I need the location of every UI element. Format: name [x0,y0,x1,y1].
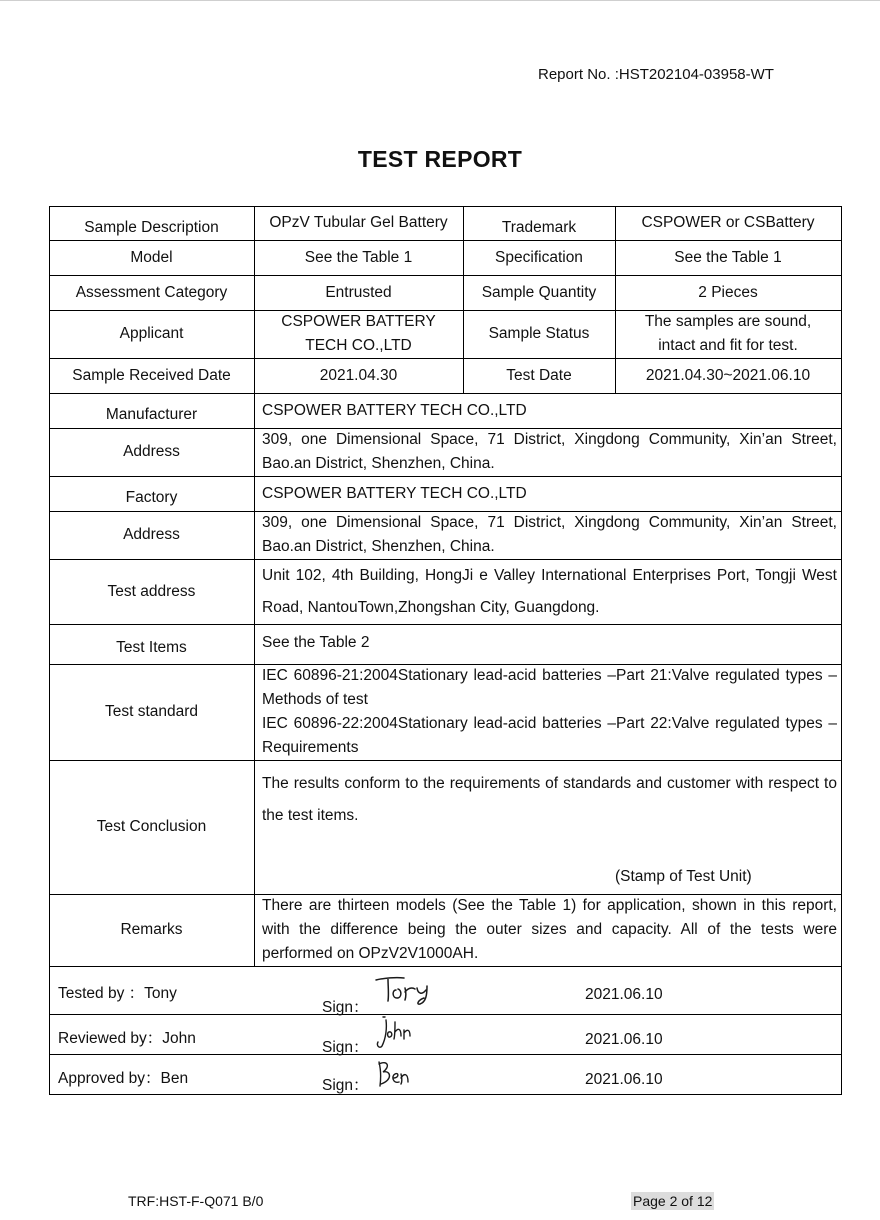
label-test-items: Test Items [116,639,187,656]
label-factory: Factory [125,488,178,506]
value-applicant [254,310,463,358]
label-test-conclusion: Test Conclusion [96,818,207,835]
tested-date: 2021.06.10 [585,986,663,1003]
approved-by: Approved by：Ben [58,1070,189,1087]
label-test-address: Test address [107,582,196,600]
test-standard-line-1: IEC 60896-21:2004Stationary lead-acid batteries –Part 21:Valve regulated types – Methods of test [262,667,837,708]
value-test-date: 2021.04.30~2021.06.10 [645,366,811,384]
tested-signature [374,970,438,1011]
value-specification: See the Table 1 [674,248,782,266]
factory-address-text: 309, one Dimensional Space, 71 District, Xingdong Community, Xin’an Street, Bao.an District, Shenzhen, China. [262,514,837,555]
value-manufacturer-address [254,428,841,476]
value-sample-quantity: 2 Pieces [698,283,758,301]
label-sample-description: Sample Description [84,218,219,236]
report-number: Report No. :HST202104-03958-WT [538,66,774,83]
tested-by: Tested by ：Tony [58,985,177,1002]
value-trademark: CSPOWER or CSBattery [641,214,815,231]
test-conclusion-text: The results conform to the requirements of standards and customer with respect to the test items. [262,775,837,824]
value-test-conclusion [262,768,837,832]
label-manufacturer-address: Address [123,443,180,460]
label-specification: Specification [495,248,583,266]
remarks-text: There are thirteen models (See the Table 1) for application, shown in this report, with the difference being the outer sizes and capacity. All of the tests were performed on OPzV2V1000AH. [262,897,837,962]
label-sample-status: Sample Status [488,325,590,342]
value-assessment-category: Entrusted [325,283,392,301]
value-test-address [254,559,841,624]
tested-sign-label: Sign： [322,999,369,1016]
stamp-caption: (Stamp of Test Unit) [615,868,752,885]
page-title: TEST REPORT [357,146,523,172]
label-sample-quantity: Sample Quantity [481,283,597,301]
applicant-line-2: TECH CO.,LTD [305,337,412,354]
reviewed-signature [374,1014,422,1055]
reviewed-date: 2021.06.10 [585,1031,663,1048]
report-table [49,206,841,1094]
approved-signature [375,1058,419,1095]
value-test-standard [254,664,841,760]
sample-status-line-2: intact and fit for test. [658,337,798,354]
value-manufacturer: CSPOWER BATTERY TECH CO.,LTD [262,401,527,419]
approved-date: 2021.06.10 [585,1071,663,1088]
reviewed-sign-label: Sign： [322,1039,369,1056]
label-factory-address: Address [123,526,180,543]
value-model: See the Table 1 [304,248,413,266]
value-sample-description: OPzV Tubular Gel Battery [269,214,448,231]
label-test-date: Test Date [506,366,572,384]
value-sample-received-date: 2021.04.30 [319,366,398,384]
label-assessment-category: Assessment Category [75,283,228,301]
manufacturer-address-text: 309, one Dimensional Space, 71 District, Xingdong Community, Xin’an Street, Bao.an District, Shenzhen, China. [262,431,837,472]
test-address-text: Unit 102, 4th Building, HongJi e Valley International Enterprises Port, Tongji West Road, NantouTown,Zhongshan City, Guangdong. [262,566,837,616]
form-code: TRF:HST-F-Q071 B/0 [128,1193,264,1209]
top-rule [0,0,880,1]
value-remarks [254,894,841,966]
value-factory: CSPOWER BATTERY TECH CO.,LTD [262,484,527,502]
label-model: Model [130,248,173,266]
sample-status-line-1: The samples are sound, [644,313,812,330]
label-manufacturer: Manufacturer [105,405,198,423]
label-test-standard: Test standard [104,703,199,720]
page-number: Page 2 of 12 [633,1193,713,1209]
label-remarks: Remarks [120,921,183,938]
applicant-line-1: CSPOWER BATTERY [281,313,436,330]
reviewed-by: Reviewed by：John [58,1030,196,1047]
value-test-items: See the Table 2 [262,634,370,651]
value-sample-status [615,310,841,358]
test-standard-line-2: IEC 60896-22:2004Stationary lead-acid batteries –Part 22:Valve regulated types – Requirements [262,715,837,756]
label-sample-received-date: Sample Received Date [72,366,231,384]
label-applicant: Applicant [119,325,184,342]
label-trademark: Trademark [501,218,577,236]
value-factory-address [254,511,841,559]
approved-sign-label: Sign： [322,1077,369,1094]
